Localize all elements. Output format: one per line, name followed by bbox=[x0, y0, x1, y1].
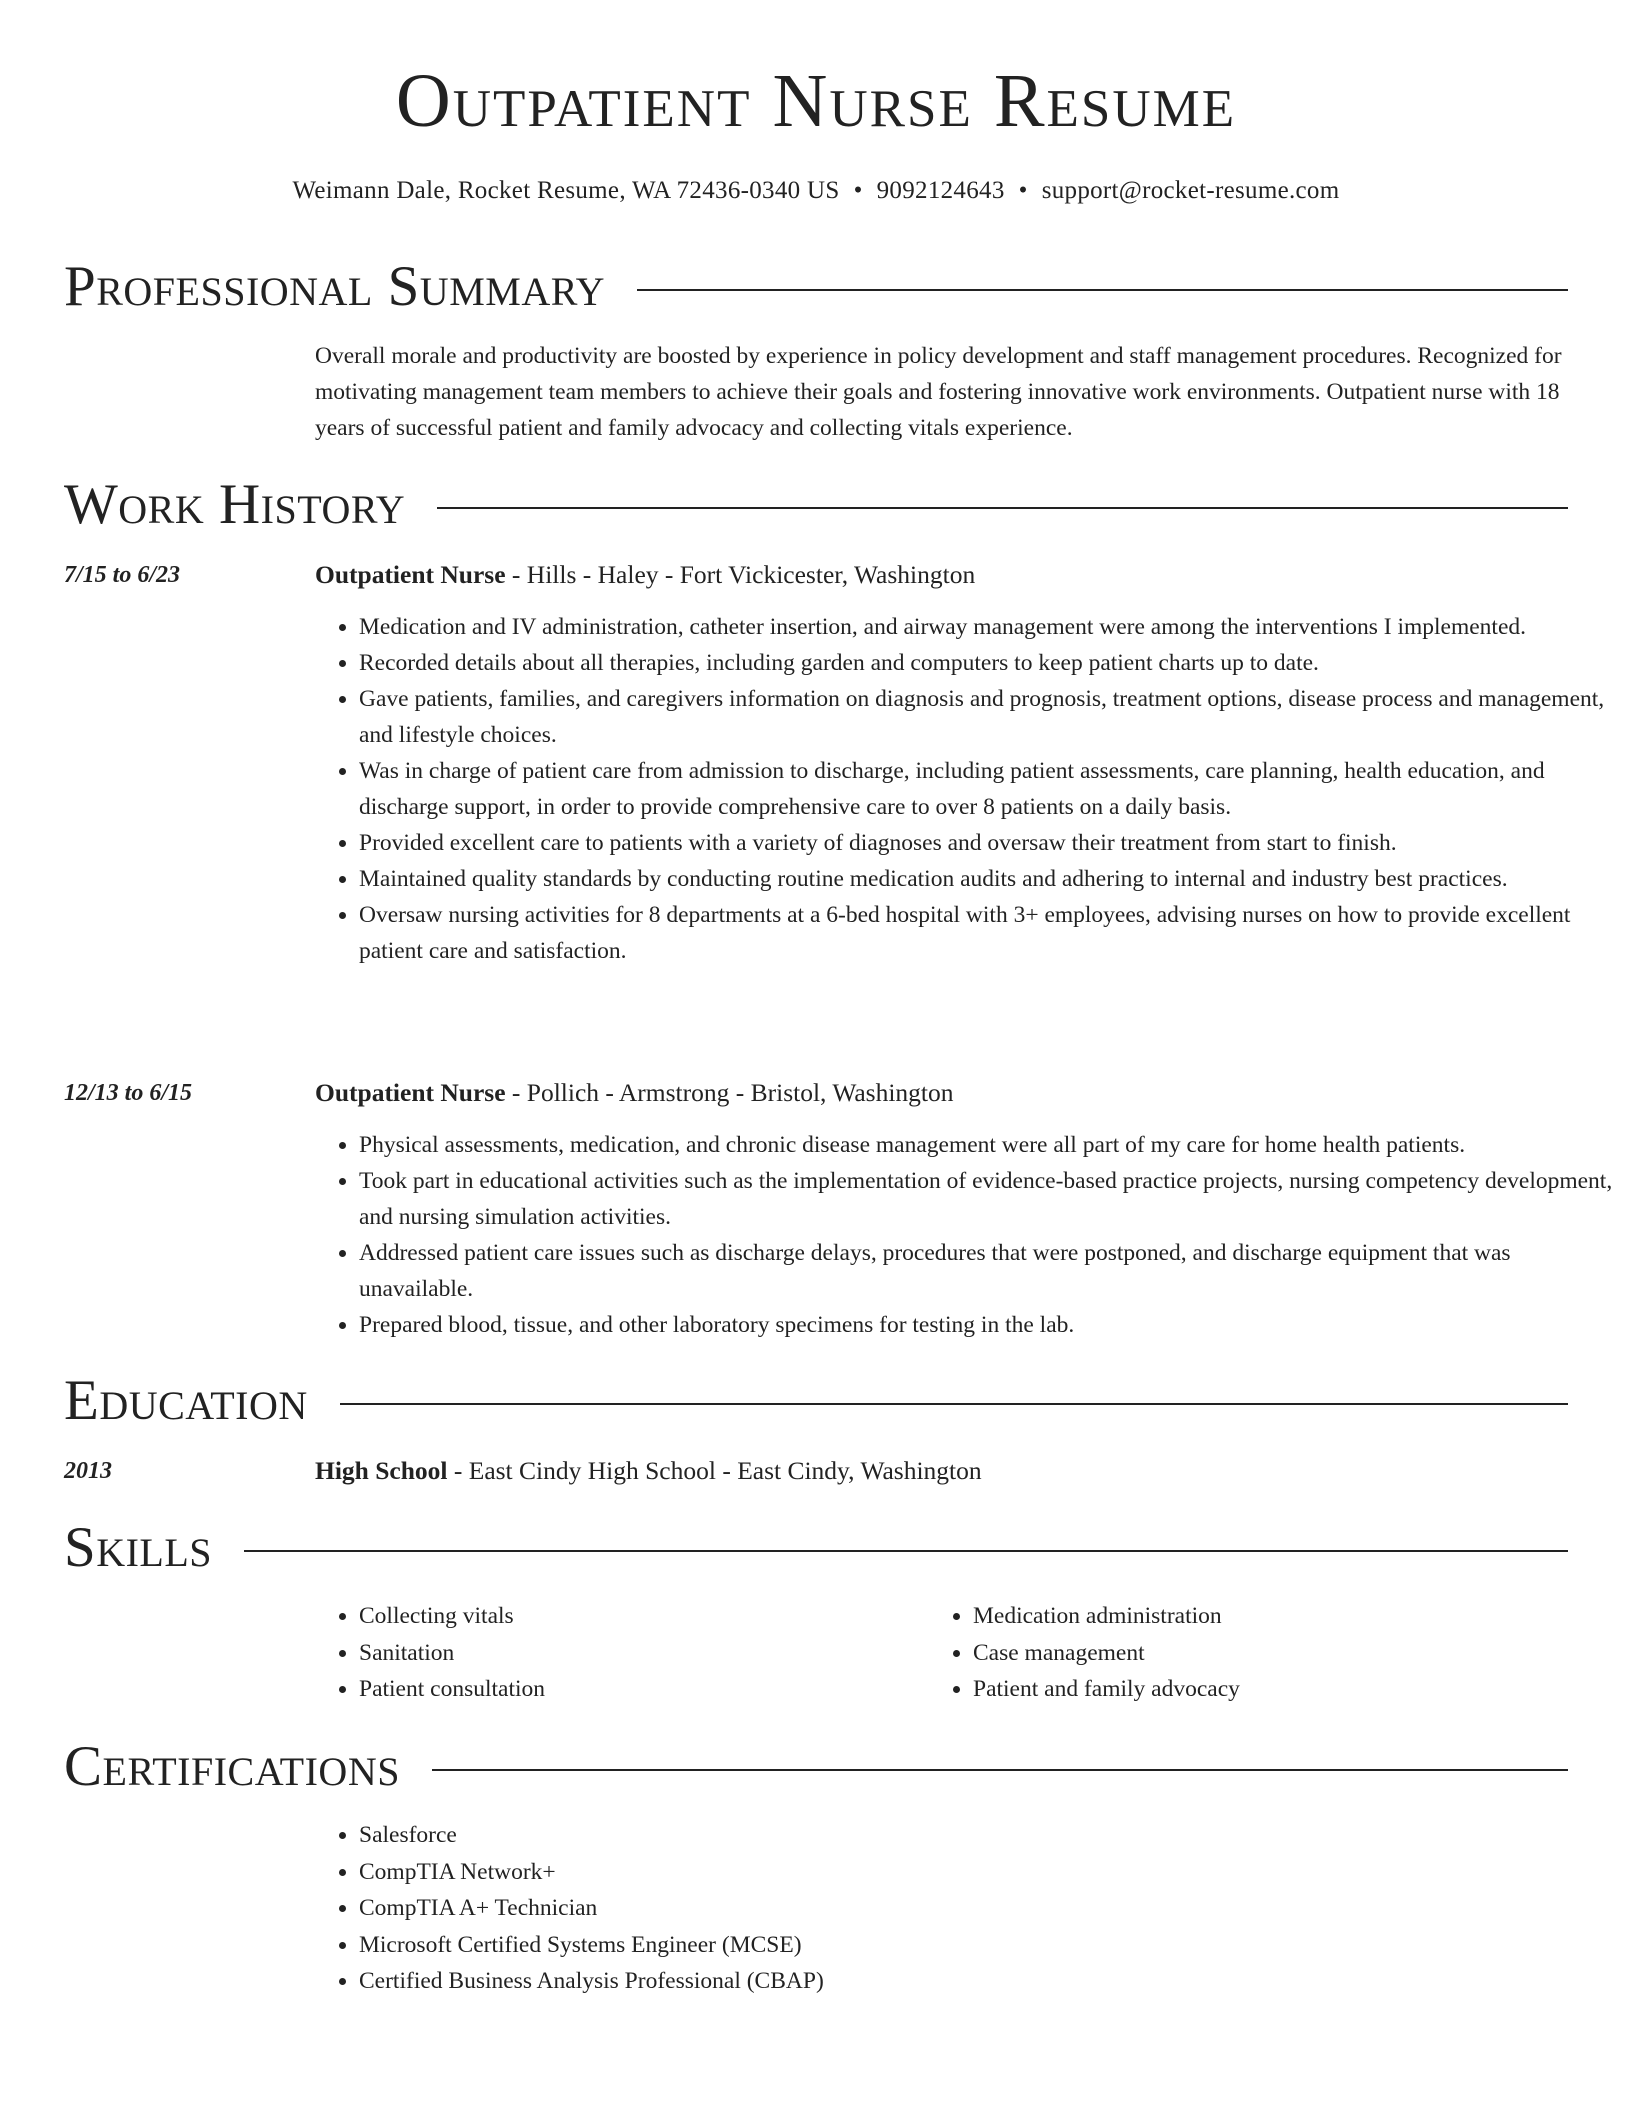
contact-phone: 9092124643 bbox=[876, 177, 1005, 204]
skills-list-left bbox=[315, 1598, 939, 1708]
job-bullets bbox=[315, 609, 1619, 969]
skills-list-right bbox=[929, 1598, 1553, 1708]
job-heading bbox=[315, 557, 1575, 593]
list-item: • Prepared blood, tissue, and other laboratory specimens for testing in the lab. bbox=[359, 1307, 1619, 1343]
job-title: Outpatient Nurse bbox=[315, 1078, 506, 1107]
list-item: • Collecting vitals bbox=[359, 1598, 939, 1635]
list-item: • Addressed patient care issues such as discharge delays, procedures that were postponed, and discharge equipment that was unavailable. bbox=[359, 1235, 1619, 1307]
job-heading bbox=[315, 1075, 1575, 1111]
contact-separator: • bbox=[853, 177, 863, 204]
list-item: • Provided excellent care to patients with a variety of diagnoses and oversaw their treatment from start to finish. bbox=[359, 825, 1619, 861]
section-heading-work-history bbox=[64, 470, 1568, 540]
list-item: • Took part in educational activities such as the implementation of evidence-based practice projects, nursing competency development, and nursing simulation activities. bbox=[359, 1163, 1619, 1235]
list-item: • Was in charge of patient care from admission to discharge, including patient assessments, care planning, health education, and discharge support, in order to provide comprehensive care to over 8 patients on a daily basis. bbox=[359, 753, 1619, 825]
list-item: • Sanitation bbox=[359, 1635, 939, 1672]
resume-title: Outpatient Nurse Resume bbox=[395, 59, 1237, 143]
section-heading-summary bbox=[64, 252, 1568, 322]
list-item: • Patient and family advocacy bbox=[973, 1671, 1553, 1708]
list-item: • Gave patients, families, and caregivers information on diagnosis and prognosis, treatment options, disease process and management, and lifestyle choices. bbox=[359, 681, 1619, 753]
contact-separator: • bbox=[1018, 177, 1028, 204]
section-heading-certifications bbox=[64, 1732, 1568, 1802]
list-item: • Oversaw nursing activities for 8 departments at a 6-bed hospital with 3+ employees, advising nurses on how to provide excellent patient care and satisfaction. bbox=[359, 897, 1619, 969]
job-dates: 7/15 to 6/23 bbox=[64, 562, 181, 588]
list-item: • Maintained quality standards by conducting routine medication audits and adhering to internal and industry best practices. bbox=[359, 861, 1619, 897]
list-item: • Certified Business Analysis Professional (CBAP) bbox=[359, 1963, 1359, 2000]
job-bullets bbox=[315, 1127, 1619, 1343]
section-title: Skills bbox=[64, 1516, 213, 1579]
list-item: • Patient consultation bbox=[359, 1671, 939, 1708]
list-item: • Salesforce bbox=[359, 1817, 1359, 1854]
list-item: • Microsoft Certified Systems Engineer (MCSE) bbox=[359, 1927, 1359, 1964]
list-item: • Physical assessments, medication, and chronic disease management were all part of my care for home health patients. bbox=[359, 1127, 1619, 1163]
section-divider bbox=[637, 289, 1568, 291]
education-details: - East Cindy High School - East Cindy, Washington bbox=[447, 1456, 982, 1485]
section-divider bbox=[437, 507, 1568, 509]
certifications-list bbox=[315, 1817, 1359, 2000]
section-title: Education bbox=[64, 1369, 308, 1432]
list-item: • CompTIA Network+ bbox=[359, 1854, 1359, 1891]
list-item: • Case management bbox=[973, 1635, 1553, 1672]
section-title: Work History bbox=[64, 473, 406, 536]
contact-email: support@rocket-resume.com bbox=[1041, 177, 1340, 204]
section-heading-skills bbox=[64, 1513, 1568, 1583]
list-item: • CompTIA A+ Technician bbox=[359, 1890, 1359, 1927]
contact-line bbox=[0, 174, 1632, 208]
job-details: - Hills - Haley - Fort Vickicester, Washington bbox=[505, 560, 976, 589]
contact-address: Weimann Dale, Rocket Resume, WA 72436-0340 US bbox=[292, 177, 840, 204]
list-item: • Recorded details about all therapies, including garden and computers to keep patient charts up to date. bbox=[359, 645, 1619, 681]
job-details: - Pollich - Armstrong - Bristol, Washington bbox=[505, 1078, 954, 1107]
education-date: 2013 bbox=[64, 1458, 112, 1484]
education-degree: High School bbox=[315, 1456, 448, 1485]
summary-text: Overall morale and productivity are boosted by experience in policy development and staff management procedures. Recognized for motivating management team members to achieve their goals and fostering innovative work environments. Outpatient nurse with 18 years of successful patient and family advocacy and collecting vitals experience. bbox=[315, 343, 1562, 441]
section-title: Professional Summary bbox=[64, 255, 606, 318]
section-title: Certifications bbox=[64, 1735, 400, 1798]
summary-text-block bbox=[315, 338, 1575, 446]
section-divider bbox=[432, 1769, 1568, 1771]
section-divider bbox=[340, 1403, 1568, 1405]
education-heading bbox=[315, 1453, 1575, 1489]
job-title: Outpatient Nurse bbox=[315, 560, 506, 589]
job-dates: 12/13 to 6/15 bbox=[64, 1080, 193, 1106]
list-item: • Medication administration bbox=[973, 1598, 1553, 1635]
section-divider bbox=[244, 1550, 1568, 1552]
section-heading-education bbox=[64, 1366, 1568, 1436]
list-item: • Medication and IV administration, catheter insertion, and airway management were among the interventions I implemented. bbox=[359, 609, 1619, 645]
